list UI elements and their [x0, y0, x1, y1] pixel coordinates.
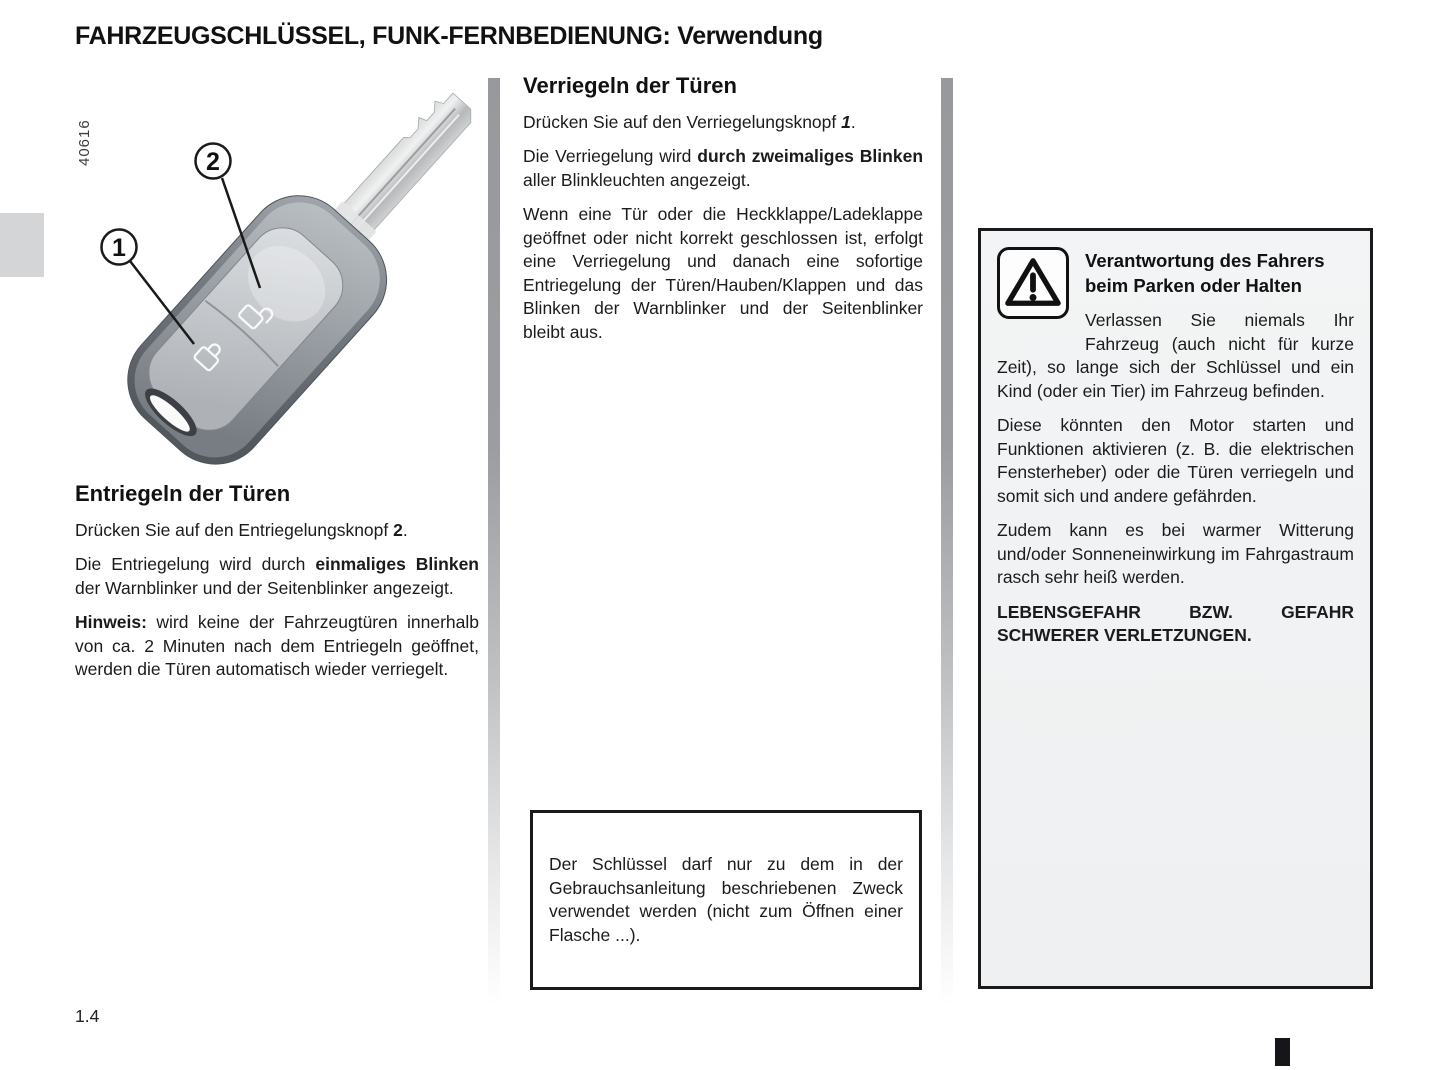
column-divider-right — [941, 78, 953, 1006]
key-figure — [95, 82, 480, 482]
paragraph: Drücken Sie auf den Verriegelungsknopf 1. — [523, 111, 856, 132]
section-verriegeln — [523, 74, 923, 355]
svg-text:1: 1 — [112, 234, 126, 262]
section-heading-verriegeln: Verriegeln der Türen — [523, 73, 737, 98]
paragraph: Wenn eine Tür oder die Heckklappe/Ladeklappe geöffnet oder nicht korrekt geschlossen ist, erfolgt eine Verriegelung und danach eine sofortige Entriegelung der Türen/Hauben/Klappen und das Blinken der Warnblinker und der Seitenblinker bleibt aus. — [523, 204, 923, 342]
figure-number-label: 40616 — [76, 119, 93, 166]
note-text: Der Schlüssel darf nur zu dem in der Gebrauchsanleitung beschriebenen Zweck verwendet werden (nicht zum Öffnen einer Flasche ...). — [549, 854, 903, 945]
page-number: 1.4 — [75, 1006, 100, 1026]
warning-danger-statement: LEBENSGEFAHR BZW. GEFAHR SCHWERER VERLETZUNGEN. — [997, 601, 1354, 645]
warning-paragraph: Zudem kann es bei warmer Witterung und/oder Sonneneinwirkung im Fahrgastraum rasch sehr heiß werden. — [997, 520, 1354, 587]
paragraph: Die Entriegelung wird durch einmaliges Blinken der Warnblinker und der Seitenblinker angezeigt. — [75, 554, 479, 598]
section-tab-marker — [0, 213, 44, 277]
column-divider-left — [488, 78, 500, 1006]
warning-box — [978, 228, 1373, 989]
svg-text:2: 2 — [206, 148, 220, 176]
paragraph: Die Verriegelung wird durch zweimaliges Blinken aller Blinkleuchten angezeigt. — [523, 146, 924, 190]
page-title: FAHRZEUGSCHLÜSSEL, FUNK-FERNBEDIENUNG: Verwendung — [75, 22, 823, 50]
warning-paragraph: Verlassen Sie niemals Ihr Fahrzeug (auch nicht für kurze Zeit), so lange sich der Schlüssel und ein Kind (oder ein Tier) im Fahrzeug befinden. — [997, 310, 1354, 401]
paragraph: Drücken Sie auf den Entriegelungsknopf 2. — [75, 519, 408, 540]
paragraph: Hinweis: wird keine der Fahrzeugtüren innerhalb von ca. 2 Minuten nach dem Entriegeln geöffnet, werden die Türen automatisch wieder verriegelt. — [75, 612, 479, 679]
section-heading-entriegeln: Entriegeln der Türen — [75, 481, 291, 506]
warning-heading: Verantwortung des Fahrers beim Parken oder Halten — [1085, 250, 1325, 296]
key-usage-note-box — [530, 810, 922, 990]
warning-triangle-icon — [997, 247, 1069, 319]
print-registration-mark — [1275, 1038, 1290, 1066]
section-entriegeln — [75, 482, 479, 693]
callout-1 — [102, 230, 195, 345]
warning-paragraph: Diese könnten den Motor starten und Funktionen aktivieren (z. B. die elektrischen Fensterheber) oder die Türen verriegeln und somit sich und andere gefährden. — [997, 415, 1354, 506]
